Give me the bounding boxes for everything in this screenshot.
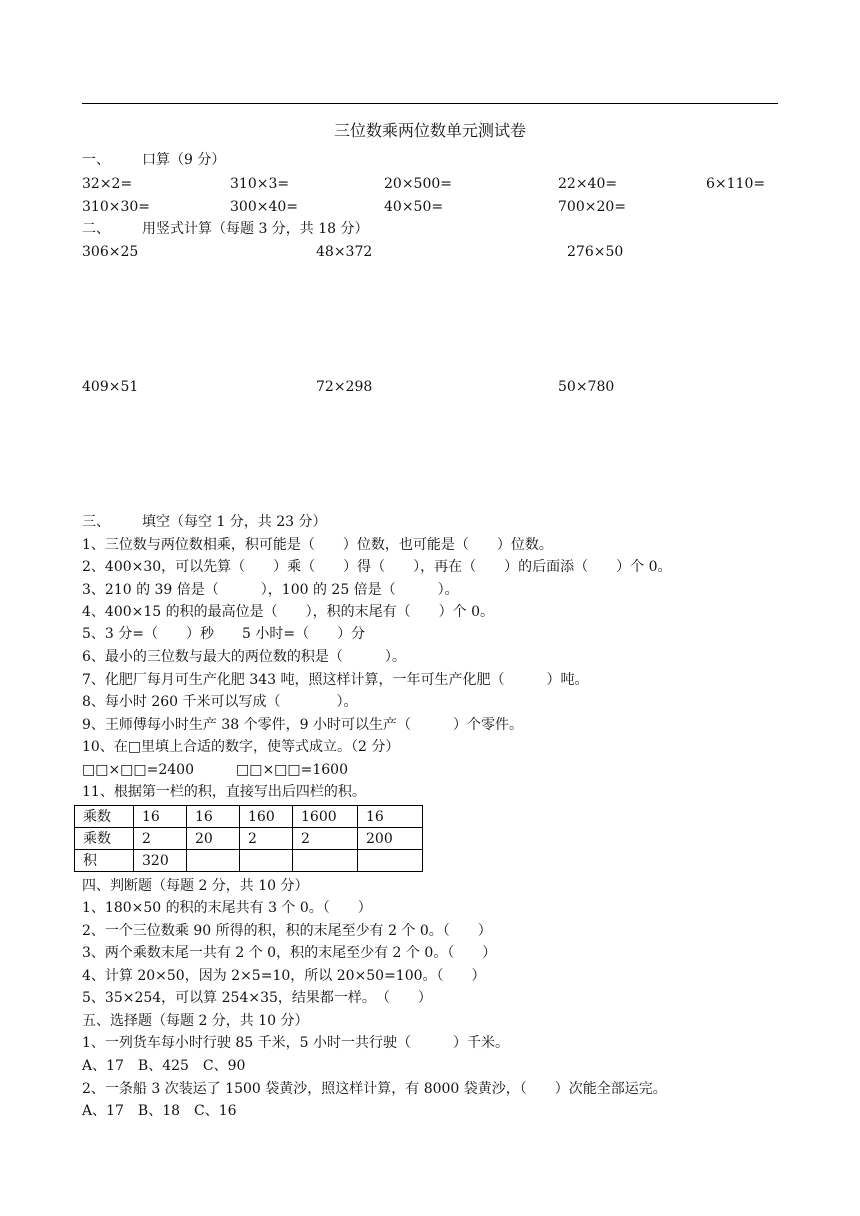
oral-item: 310×3= [230,176,290,192]
table-cell: 2 [134,828,187,850]
fill-item: 4、400×15 的积的最高位是（ ），积的末尾有（ ）个 0。 [82,604,494,620]
vertical-item: 306×25 [82,244,139,260]
section-number: 一、 [82,152,110,168]
table-cell [293,850,358,872]
section-heading-5: 五、选择题（每题 2 分，共 10 分） [82,1013,309,1029]
oral-item: 22×40= [558,176,618,192]
oral-item: 700×20= [558,199,626,215]
header-rule [82,103,778,104]
table-row [75,828,423,850]
vertical-item: 72×298 [316,379,373,395]
judge-item: 2、一个三位数乘 90 所得的积，积的末尾至少有 2 个 0。（ ） [82,923,492,939]
section-label: 填空（每空 1 分，共 23 分） [142,514,327,530]
section-label: 口算（9 分） [142,152,226,168]
table-cell: 乘数 [75,828,134,850]
vertical-item: 409×51 [82,379,139,395]
table-cell: 2 [293,828,358,850]
table-cell: 200 [358,828,423,850]
table-cell: 1600 [293,806,358,828]
section-heading-3 [82,512,327,532]
oral-item: 32×2= [82,176,133,192]
fill-item: 1、三位数与两位数相乘，积可能是（ ）位数，也可能是（ ）位数。 [82,537,553,553]
choice-options: A、17 B、18 C、16 [82,1103,237,1119]
judge-item: 1、180×50 的积的末尾共有 3 个 0。（ ） [82,900,372,916]
section-number: 三、 [82,514,110,530]
table-row [75,850,423,872]
table-cell: 320 [134,850,187,872]
fill-item: 6、最小的三位数与最大的两位数的积是（ ）。 [82,649,406,665]
section-heading-4: 四、判断题（每题 2 分，共 10 分） [82,878,309,894]
fill-item: 2、400×30，可以先算（ ）乘（ ）得（ ），再在（ ）的后面添（ ）个 0。 [82,559,672,575]
table-cell: 16 [358,806,423,828]
vertical-item: 50×780 [558,379,615,395]
fill-item: 11、根据第一栏的积，直接写出后四栏的积。 [82,784,366,800]
fill-item: 9、王师傅每小时生产 38 个零件，9 小时可以生产（ ）个零件。 [82,717,523,733]
page-title: 三位数乘两位数单元测试卷 [333,121,526,140]
oral-item: 6×110= [706,176,766,192]
fill-item: 10、在□里填上合适的数字，使等式成立。（2 分） [82,739,400,755]
oral-item: 310×30= [82,199,150,215]
table-cell [240,850,293,872]
vertical-item: 276×50 [567,244,624,260]
judge-item: 5、35×254，可以算 254×35，结果都一样。 （ ） [82,990,432,1006]
choice-item: 2、一条船 3 次装运了 1500 袋黄沙，照这样计算，有 8000 袋黄沙，（ ）次能全部运完。 [82,1081,667,1097]
section-heading-2 [82,219,369,239]
judge-item: 4、计算 20×50，因为 2×5=10，所以 20×50=100。（ ） [82,968,486,984]
choice-options: A、17 B、425 C、90 [82,1058,246,1074]
oral-item: 20×500= [384,176,452,192]
oral-item: 40×50= [384,199,444,215]
table-cell: 积 [75,850,134,872]
table-cell: 16 [134,806,187,828]
table-cell [358,850,423,872]
table-cell [187,850,240,872]
section-heading-1 [82,150,225,170]
judge-item: 3、两个乘数末尾一共有 2 个 0，积的末尾至少有 2 个 0。（ ） [82,945,497,961]
table-cell: 乘数 [75,806,134,828]
product-table [74,805,423,872]
fill-item: 5、3 分=（ ）秒 5 小时=（ ）分 [82,626,366,642]
table-cell: 20 [187,828,240,850]
fill-item: 8、每小时 260 千米可以写成（ ）。 [82,694,358,710]
section-label: 用竖式计算（每题 3 分，共 18 分） [142,221,369,237]
table-cell: 2 [240,828,293,850]
fill-item: □□×□□=2400 □□×□□=1600 [82,762,348,778]
fill-item: 3、210 的 39 倍是（ ），100 的 25 倍是（ ）。 [82,582,459,598]
oral-item: 300×40= [230,199,298,215]
table-cell: 160 [240,806,293,828]
table-row [75,806,423,828]
choice-item: 1、一列货车每小时行驶 85 千米，5 小时一共行驶（ ）千米。 [82,1035,509,1051]
fill-item: 7、化肥厂每月可生产化肥 343 吨，照这样计算，一年可生产化肥（ ）吨。 [82,672,589,688]
vertical-item: 48×372 [316,244,373,260]
table-cell: 16 [187,806,240,828]
section-number: 二、 [82,221,110,237]
